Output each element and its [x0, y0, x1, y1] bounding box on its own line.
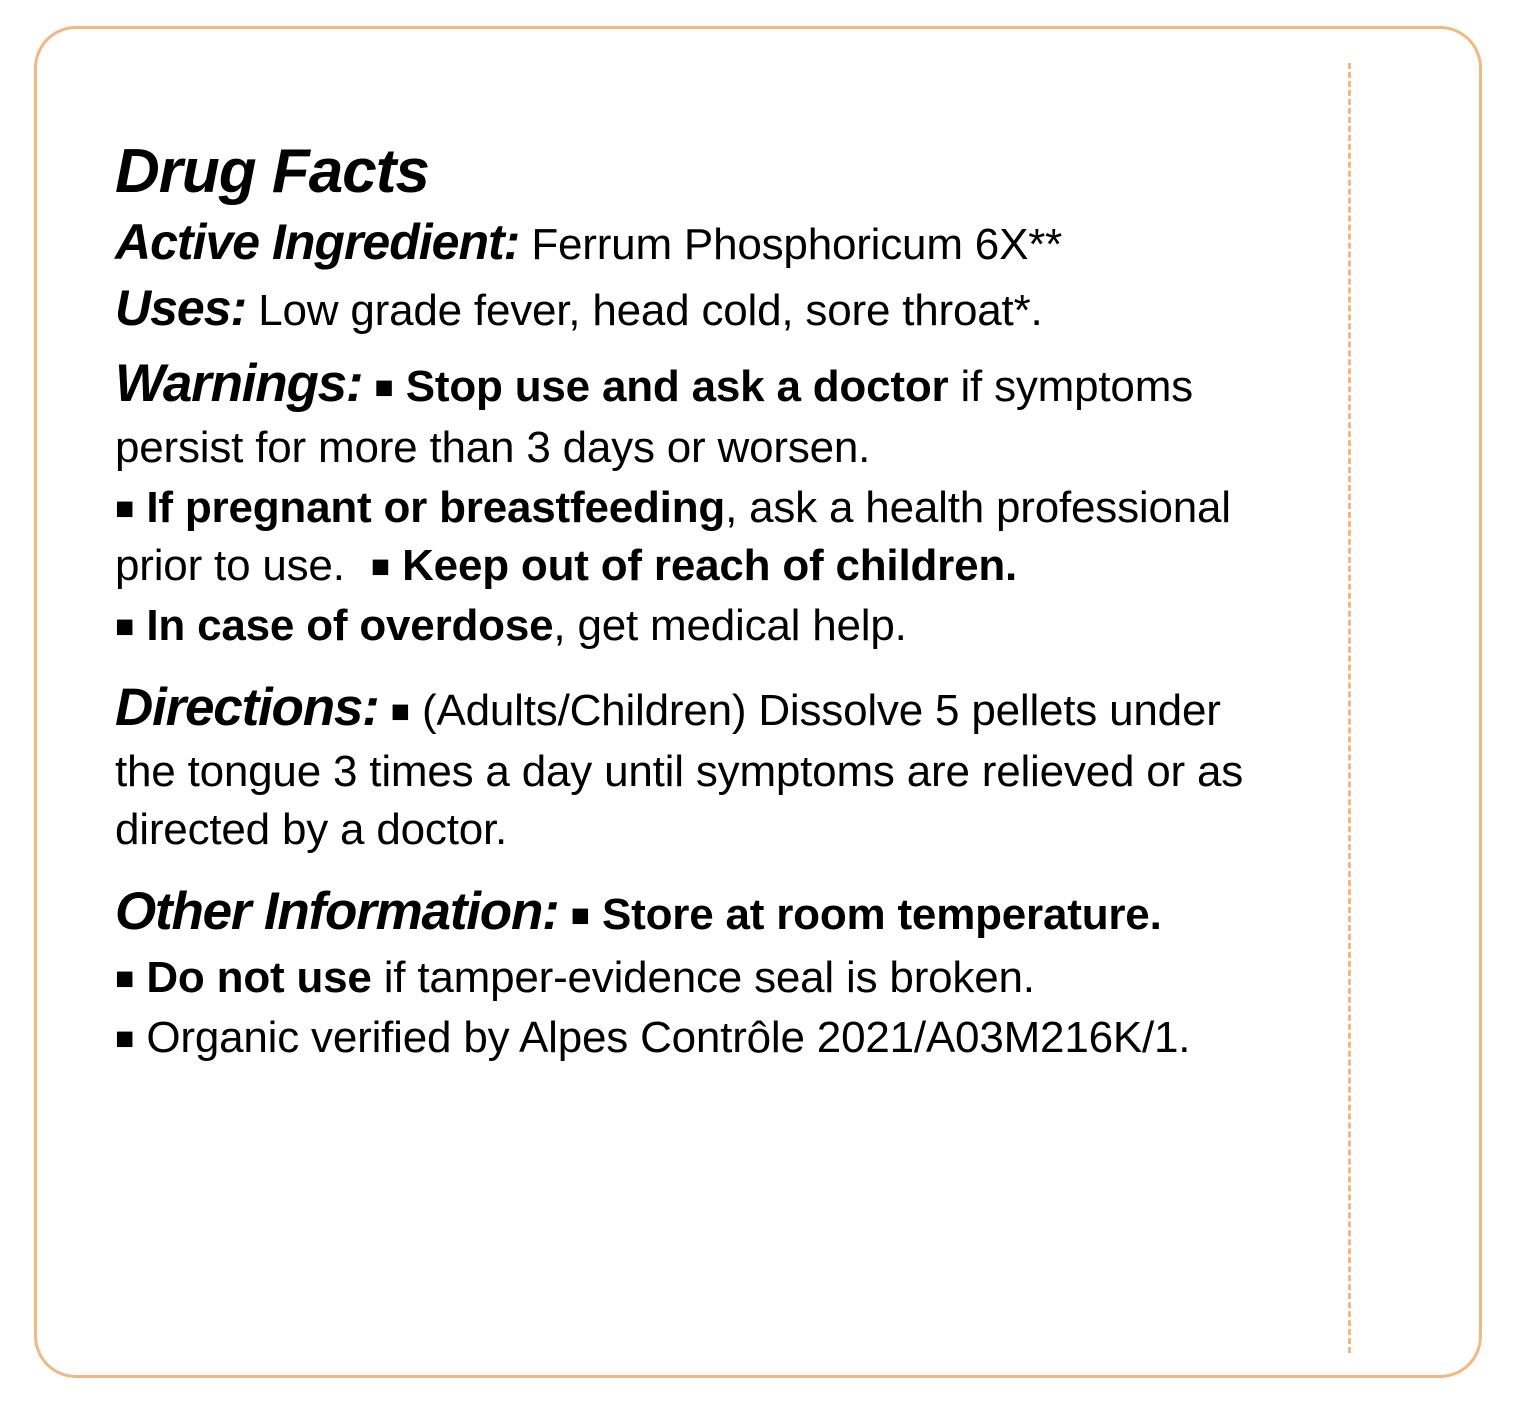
bullet-icon: ■ — [374, 369, 394, 405]
other-information-line-1 — [115, 877, 1275, 947]
bullet-icon: ■ — [115, 608, 135, 645]
page-title: Drug Facts — [115, 137, 429, 206]
warnings-item-3-bold: Keep out of reach of children. — [402, 541, 1018, 591]
directions-line — [115, 673, 1275, 859]
uses-line — [115, 275, 1275, 341]
spacer — [115, 341, 1275, 349]
warnings-heading: Warnings: — [115, 354, 363, 413]
active-ingredient-line — [115, 209, 1275, 275]
other-information-line-3 — [115, 1009, 1275, 1067]
uses-value: Low grade fever, head cold, sore throat*. — [258, 286, 1043, 335]
warnings-item-4-rest: , get medical help. — [553, 601, 907, 651]
bullet-icon: ■ — [570, 897, 590, 934]
spacer — [115, 657, 1275, 673]
warnings-item-2-rest: , ask a health professional prior to use. — [115, 483, 1231, 591]
bullet-icon: ■ — [115, 1020, 135, 1057]
other-information-heading: Other Information: — [115, 882, 559, 942]
warnings-item-1-rest: if symptoms persist for more than 3 days or worsen. — [115, 362, 1193, 472]
bullet-icon: ■ — [370, 548, 391, 585]
other-information-item-1-bold: Store at room temperature. — [602, 890, 1162, 940]
warnings-line-3 — [115, 597, 1275, 655]
warnings-item-1-bold: Stop use and ask a doctor — [405, 362, 949, 411]
drug-facts-label-card — [34, 26, 1482, 1378]
other-information-item-3-rest: Organic verified by Alpes Contrôle 2021/A03M216K/1. — [146, 1013, 1191, 1063]
spacer — [115, 861, 1275, 877]
warnings-line-2 — [115, 479, 1275, 595]
other-information-line-2 — [115, 949, 1275, 1007]
active-ingredient-value: Ferrum Phosphoricum 6X** — [531, 220, 1063, 269]
bullet-icon: ■ — [115, 960, 135, 997]
directions-value: (Adults/Children) Dissolve 5 pellets under the tongue 3 times a day until symptoms are relieved or as directed by a doctor. — [115, 686, 1244, 855]
warnings-line-1 — [115, 349, 1275, 477]
other-information-item-2-bold: Do not use — [146, 953, 372, 1003]
bullet-icon: ■ — [115, 490, 135, 527]
drug-facts-content — [115, 137, 1275, 1069]
active-ingredient-heading: Active Ingredient: — [115, 214, 520, 270]
directions-heading: Directions: — [115, 678, 379, 738]
uses-heading: Uses: — [115, 280, 247, 336]
fold-dashed-line — [1348, 63, 1351, 1353]
other-information-item-2-rest: if tamper-evidence seal is broken. — [371, 953, 1035, 1003]
warnings-item-2-bold: If pregnant or breastfeeding — [146, 483, 726, 533]
warnings-item-4-bold: In case of overdose — [146, 601, 554, 651]
bullet-icon: ■ — [390, 693, 410, 730]
